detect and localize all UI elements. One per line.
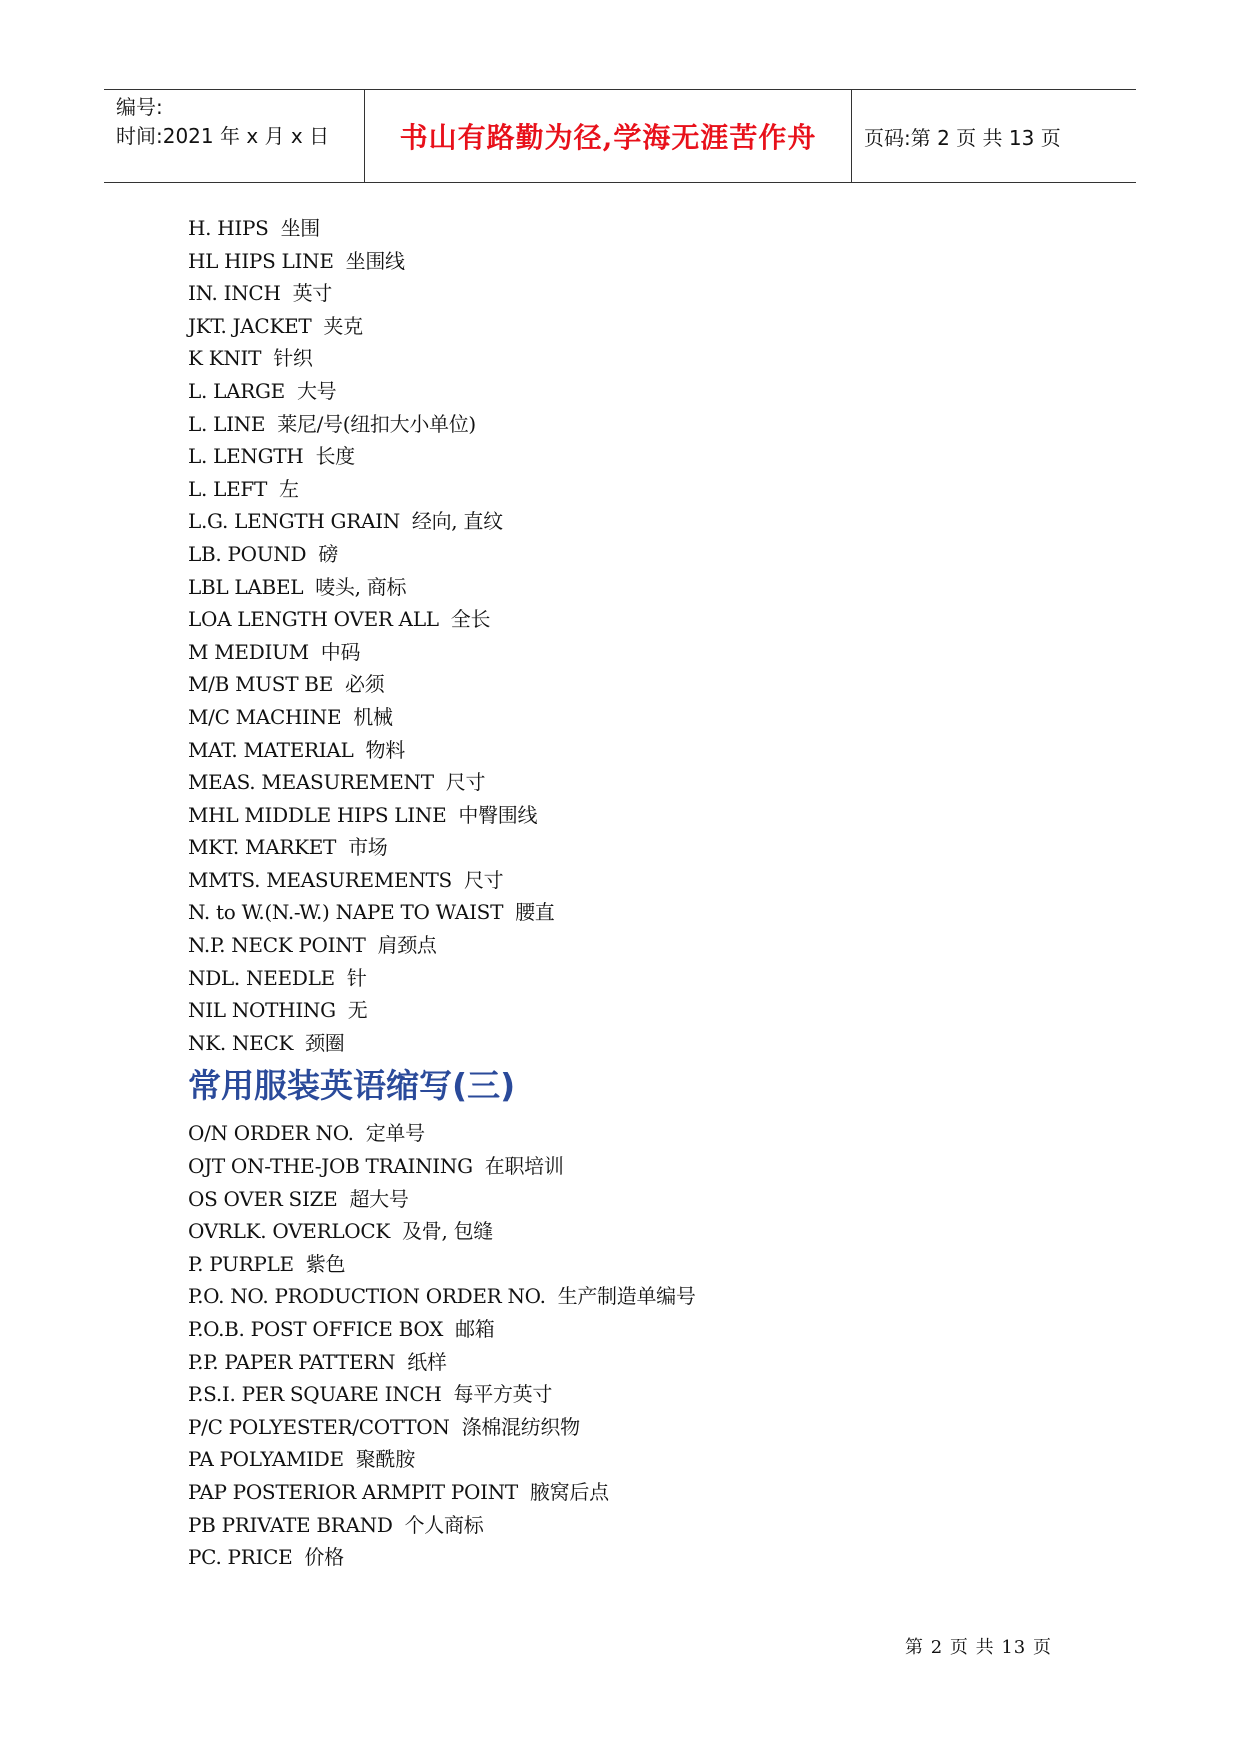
abbreviation-entry (188, 1509, 1088, 1542)
abbreviation-entry (188, 1183, 1088, 1216)
abbreviation-chinese: 无 (347, 998, 368, 1023)
abbreviation-english: OJT ON-THE-JOB TRAINING (188, 1154, 473, 1179)
abbreviation-entry (188, 1280, 1088, 1313)
abbreviation-english: P.S.I. PER SQUARE INCH (188, 1382, 442, 1407)
abbreviation-chinese: 腋窝后点 (529, 1479, 609, 1504)
abbreviation-chinese: 中码 (320, 639, 361, 664)
abbreviation-chinese: 左 (279, 476, 299, 501)
abbreviation-chinese: 紫色 (305, 1251, 346, 1276)
abbreviation-english: NIL NOTHING (188, 998, 336, 1023)
abbreviation-entry (188, 896, 1088, 929)
abbreviation-entry (188, 831, 1088, 864)
abbreviation-english: K KNIT (188, 346, 262, 371)
abbreviation-english: MHL MIDDLE HIPS LINE (188, 802, 447, 827)
abbreviation-chinese: 中臀围线 (458, 802, 538, 827)
abbreviation-entry (188, 440, 1088, 473)
abbreviation-english: MAT. MATERIAL (188, 737, 354, 762)
abbreviation-english: L. LEFT (188, 476, 267, 501)
abbreviation-chinese: 必须 (345, 672, 385, 697)
abbreviation-english: L. LENGTH (188, 444, 304, 469)
abbreviation-chinese: 尺寸 (445, 770, 486, 795)
abbreviation-chinese: 全长 (450, 607, 491, 632)
abbreviation-chinese: 唛头, 商标 (315, 574, 407, 599)
abbreviation-chinese: 及骨, 包缝 (402, 1219, 493, 1244)
abbreviation-english: P. PURPLE (188, 1251, 294, 1276)
abbreviation-chinese: 长度 (315, 444, 355, 469)
abbreviation-english: P.O. NO. PRODUCTION ORDER NO. (188, 1284, 546, 1309)
abbreviation-chinese: 聚酰胺 (355, 1447, 415, 1472)
abbreviation-chinese: 尺寸 (463, 867, 504, 892)
abbreviation-english: NK. NECK (188, 1030, 294, 1055)
abbreviation-entry (188, 1541, 1088, 1574)
abbreviation-entry (188, 1150, 1088, 1183)
abbreviation-english: PB PRIVATE BRAND (188, 1512, 393, 1537)
abbreviation-chinese: 坐围线 (345, 248, 405, 273)
abbreviation-english: M/C MACHINE (188, 704, 342, 729)
abbreviation-english: OS OVER SIZE (188, 1186, 338, 1211)
abbreviation-chinese: 市场 (348, 835, 388, 860)
abbreviation-chinese: 莱尼/号(纽扣大小单位) (277, 411, 476, 436)
abbreviation-entry (188, 375, 1088, 408)
abbreviation-english: PA POLYAMIDE (188, 1447, 344, 1472)
abbreviation-chinese: 价格 (304, 1545, 344, 1570)
abbreviation-entry (188, 799, 1088, 832)
abbreviation-english: L. LARGE (188, 378, 285, 403)
abbreviation-entry (188, 1027, 1088, 1060)
abbreviation-chinese: 生产制造单编号 (557, 1284, 696, 1309)
abbreviation-chinese: 坐围 (280, 216, 320, 240)
abbreviation-entry (188, 1411, 1088, 1444)
abbreviation-entry (188, 1215, 1088, 1248)
document-number-label: 编号: (116, 95, 163, 119)
abbreviation-english: O/N ORDER NO. (188, 1121, 354, 1146)
document-body (188, 212, 1088, 1574)
abbreviation-english: P.O.B. POST OFFICE BOX (188, 1317, 444, 1341)
abbreviation-english: LOA LENGTH OVER ALL (188, 607, 439, 632)
abbreviation-entry (188, 342, 1088, 375)
abbreviation-english: NDL. NEEDLE (188, 965, 335, 990)
abbreviation-chinese: 夹克 (323, 313, 363, 338)
abbreviation-english: MMTS. MEASUREMENTS (188, 867, 452, 892)
abbreviation-english: HL HIPS LINE (188, 248, 334, 273)
abbreviation-chinese: 针织 (273, 346, 313, 371)
abbreviation-entry (188, 473, 1088, 506)
abbreviation-entry (188, 766, 1088, 799)
abbreviation-english: IN. INCH (188, 281, 281, 306)
abbreviation-chinese: 物料 (365, 737, 405, 762)
abbreviation-english: LB. POUND (188, 541, 307, 566)
abbreviation-entry (188, 1346, 1088, 1379)
abbreviation-chinese: 纸样 (407, 1349, 447, 1374)
abbreviation-english: M MEDIUM (188, 639, 309, 664)
abbreviation-entry (188, 277, 1088, 310)
abbreviation-chinese: 英寸 (292, 281, 332, 306)
abbreviation-entry (188, 701, 1088, 734)
abbreviation-chinese: 涤棉混纺织物 (461, 1414, 580, 1439)
abbreviation-entry (188, 929, 1088, 962)
abbreviation-english: PC. PRICE (188, 1545, 293, 1570)
abbreviation-entry (188, 994, 1088, 1027)
abbreviation-english: M/B MUST BE (188, 672, 334, 697)
abbreviation-entry (188, 310, 1088, 343)
abbreviation-entry (188, 1117, 1088, 1150)
abbreviation-chinese: 个人商标 (404, 1512, 484, 1537)
abbreviation-entry (188, 1313, 1088, 1346)
abbreviation-english: L.G. LENGTH GRAIN (188, 509, 400, 534)
abbreviation-english: JKT. JACKET (188, 313, 312, 338)
abbreviation-entry (188, 505, 1088, 538)
abbreviation-english: PAP POSTERIOR ARMPIT POINT (188, 1479, 518, 1504)
page-header (104, 89, 1136, 183)
abbreviation-english: MKT. MARKET (188, 835, 337, 860)
abbreviation-chinese: 腰直 (515, 900, 555, 925)
abbreviation-chinese: 超大号 (349, 1186, 409, 1211)
abbreviation-entry (188, 538, 1088, 571)
abbreviation-list-part3 (188, 1117, 1088, 1573)
abbreviation-entry (188, 962, 1088, 995)
abbreviation-chinese: 针 (346, 965, 367, 990)
abbreviation-entry (188, 245, 1088, 278)
abbreviation-english: MEAS. MEASUREMENT (188, 770, 434, 795)
abbreviation-chinese: 机械 (353, 704, 393, 729)
header-meta (104, 90, 365, 182)
abbreviation-chinese: 颈圈 (305, 1030, 345, 1055)
header-motto: 书山有路勤为径,学海无涯苦作舟 (365, 90, 852, 182)
abbreviation-english: P/C POLYESTER/COTTON (188, 1414, 450, 1439)
abbreviation-chinese: 每平方英寸 (453, 1382, 553, 1407)
abbreviation-entry (188, 1248, 1088, 1281)
abbreviation-entry (188, 636, 1088, 669)
abbreviation-entry (188, 408, 1088, 441)
abbreviation-chinese: 肩颈点 (377, 933, 437, 958)
abbreviation-chinese: 大号 (296, 378, 337, 403)
abbreviation-chinese: 经向, 直纹 (411, 509, 503, 534)
abbreviation-entry (188, 571, 1088, 604)
abbreviation-chinese: 定单号 (365, 1121, 425, 1146)
page-footer: 第 2 页 共 13 页 (905, 1637, 1052, 1658)
abbreviation-entry (188, 668, 1088, 701)
abbreviation-english: LBL LABEL (188, 574, 304, 599)
abbreviation-chinese: 磅 (318, 541, 338, 566)
abbreviation-english: H. HIPS (188, 216, 269, 240)
abbreviation-entry (188, 603, 1088, 636)
header-page-code: 页码:第 2 页 共 13 页 (864, 125, 1061, 150)
abbreviation-entry (188, 864, 1088, 897)
abbreviation-entry (188, 734, 1088, 767)
abbreviation-entry (188, 1443, 1088, 1476)
abbreviation-entry (188, 212, 1088, 245)
document-time-label: 时间:2021 年 x 月 x 日 (116, 124, 330, 148)
abbreviation-english: N. to W.(N.-W.) NAPE TO WAIST (188, 900, 504, 925)
abbreviation-english: N.P. NECK POINT (188, 933, 366, 958)
abbreviation-chinese: 在职培训 (484, 1154, 564, 1179)
abbreviation-chinese: 邮箱 (455, 1317, 495, 1341)
abbreviation-english: L. LINE (188, 411, 266, 436)
abbreviation-english: P.P. PAPER PATTERN (188, 1349, 396, 1374)
abbreviation-entry (188, 1476, 1088, 1509)
abbreviation-list-part2 (188, 212, 1088, 1059)
abbreviation-entry (188, 1378, 1088, 1411)
section-heading: 常用服装英语缩写(三) (188, 1066, 516, 1106)
abbreviation-english: OVRLK. OVERLOCK (188, 1219, 391, 1244)
